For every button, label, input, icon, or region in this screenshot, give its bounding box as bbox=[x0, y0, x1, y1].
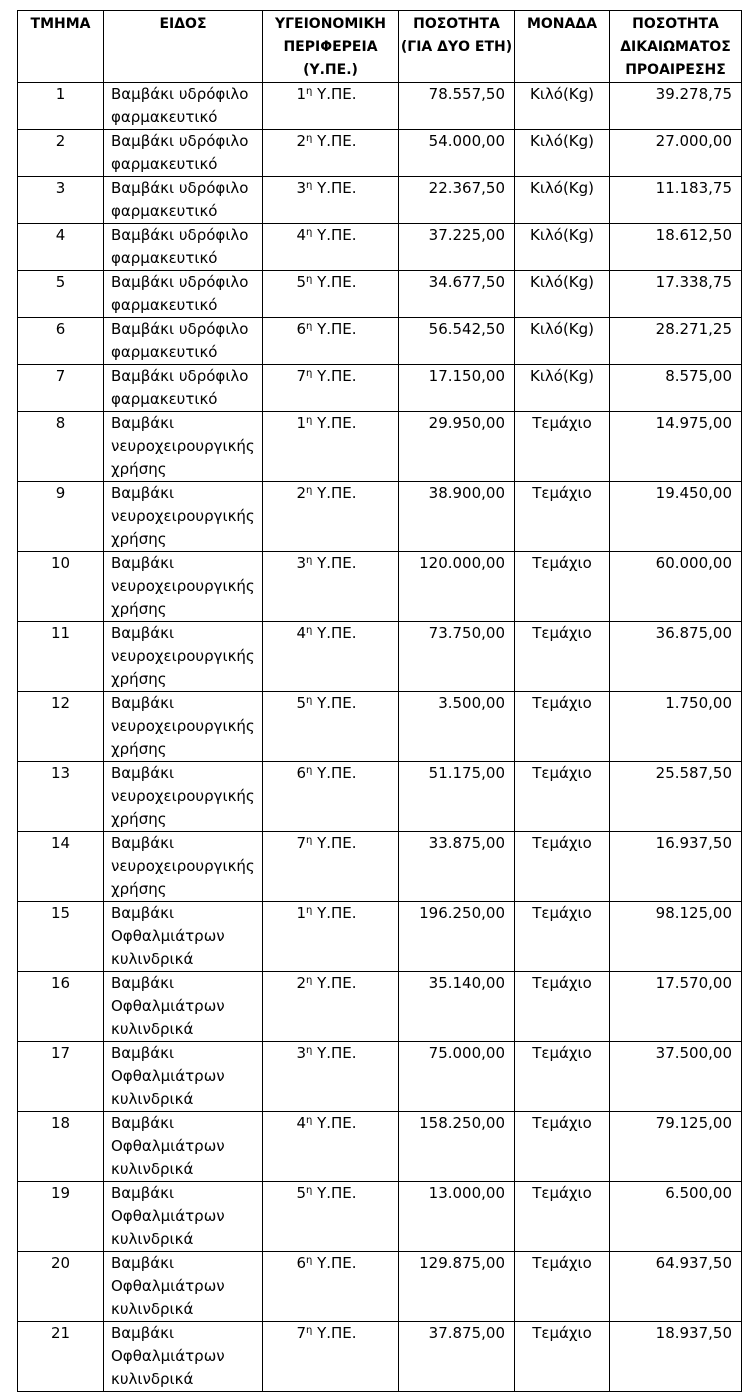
unit: Τεμάχιο bbox=[515, 1112, 610, 1182]
table-row bbox=[18, 972, 742, 1042]
table-row bbox=[18, 1252, 742, 1322]
region-ordinal: η bbox=[305, 274, 313, 285]
health-region bbox=[263, 271, 399, 318]
unit: Κιλό(Kg) bbox=[515, 83, 610, 130]
item-description: Βαμβάκι Οφθαλμιάτρων κυλινδρικά bbox=[104, 972, 263, 1042]
table-row bbox=[18, 365, 742, 412]
region-ordinal: η bbox=[305, 321, 313, 332]
option-quantity: 8.575,00 bbox=[610, 365, 742, 412]
region-number: 2 bbox=[296, 974, 306, 992]
region-number: 4 bbox=[296, 1114, 306, 1132]
health-region-text bbox=[296, 484, 356, 502]
health-region-text bbox=[296, 367, 356, 385]
unit: Κιλό(Kg) bbox=[515, 224, 610, 271]
table-row bbox=[18, 1112, 742, 1182]
table-row bbox=[18, 224, 742, 271]
health-region bbox=[263, 482, 399, 552]
table-row bbox=[18, 902, 742, 972]
option-quantity: 6.500,00 bbox=[610, 1182, 742, 1252]
region-suffix: Υ.ΠΕ. bbox=[312, 1254, 357, 1272]
unit: Κιλό(Kg) bbox=[515, 271, 610, 318]
region-number: 6 bbox=[296, 320, 306, 338]
health-region bbox=[263, 1042, 399, 1112]
health-region-text bbox=[296, 320, 356, 338]
quantity-two-years: 78.557,50 bbox=[399, 83, 515, 130]
health-region-text bbox=[296, 554, 356, 572]
region-ordinal: η bbox=[305, 625, 313, 636]
region-number: 4 bbox=[296, 226, 306, 244]
unit: Κιλό(Kg) bbox=[515, 177, 610, 224]
option-quantity: 64.937,50 bbox=[610, 1252, 742, 1322]
item-description: Βαμβάκι νευροχειρουργικής χρήσης bbox=[104, 762, 263, 832]
region-ordinal: η bbox=[305, 368, 313, 379]
region-suffix: Υ.ΠΕ. bbox=[312, 320, 357, 338]
lot-number: 5 bbox=[18, 271, 104, 318]
health-region-text bbox=[296, 273, 356, 291]
region-number: 6 bbox=[296, 1254, 306, 1272]
item-description: Βαμβάκι υδρόφιλο φαρμακευτικό bbox=[104, 224, 263, 271]
option-quantity: 14.975,00 bbox=[610, 412, 742, 482]
item-description: Βαμβάκι Οφθαλμιάτρων κυλινδρικά bbox=[104, 1322, 263, 1392]
quantity-two-years: 3.500,00 bbox=[399, 692, 515, 762]
header-lot: ΤΜΗΜΑ bbox=[18, 11, 104, 83]
region-number: 2 bbox=[296, 484, 306, 502]
option-quantity: 39.278,75 bbox=[610, 83, 742, 130]
unit: Τεμάχιο bbox=[515, 482, 610, 552]
region-ordinal: η bbox=[305, 1045, 313, 1056]
header-region: ΥΓΕΙΟΝΟΜΙΚΗ ΠΕΡΙΦΕΡΕΙΑ (Υ.ΠΕ.) bbox=[263, 11, 399, 83]
item-description: Βαμβάκι Οφθαλμιάτρων κυλινδρικά bbox=[104, 1112, 263, 1182]
region-suffix: Υ.ΠΕ. bbox=[312, 132, 357, 150]
region-number: 5 bbox=[296, 694, 306, 712]
item-description: Βαμβάκι Οφθαλμιάτρων κυλινδρικά bbox=[104, 1182, 263, 1252]
health-region-text bbox=[296, 1254, 356, 1272]
health-region bbox=[263, 365, 399, 412]
region-number: 1 bbox=[296, 85, 306, 103]
health-region-text bbox=[296, 974, 356, 992]
option-quantity: 1.750,00 bbox=[610, 692, 742, 762]
region-number: 7 bbox=[296, 1324, 306, 1342]
item-description: Βαμβάκι υδρόφιλο φαρμακευτικό bbox=[104, 271, 263, 318]
table-row bbox=[18, 762, 742, 832]
region-number: 3 bbox=[296, 1044, 306, 1062]
health-region-text bbox=[296, 414, 356, 432]
region-number: 4 bbox=[296, 624, 306, 642]
health-region-text bbox=[296, 179, 356, 197]
quantity-two-years: 129.875,00 bbox=[399, 1252, 515, 1322]
region-ordinal: η bbox=[305, 555, 313, 566]
region-number: 7 bbox=[296, 834, 306, 852]
unit: Τεμάχιο bbox=[515, 1042, 610, 1112]
health-region-text bbox=[296, 226, 356, 244]
table-row bbox=[18, 177, 742, 224]
lot-number: 10 bbox=[18, 552, 104, 622]
lot-number: 2 bbox=[18, 130, 104, 177]
table-row bbox=[18, 1322, 742, 1392]
region-suffix: Υ.ΠΕ. bbox=[312, 624, 357, 642]
region-ordinal: η bbox=[305, 975, 313, 986]
region-number: 3 bbox=[296, 179, 306, 197]
item-description: Βαμβάκι υδρόφιλο φαρμακευτικό bbox=[104, 318, 263, 365]
region-number: 7 bbox=[296, 367, 306, 385]
quantity-two-years: 73.750,00 bbox=[399, 622, 515, 692]
region-suffix: Υ.ΠΕ. bbox=[312, 273, 357, 291]
option-quantity: 36.875,00 bbox=[610, 622, 742, 692]
region-ordinal: η bbox=[305, 695, 313, 706]
item-description: Βαμβάκι υδρόφιλο φαρμακευτικό bbox=[104, 177, 263, 224]
item-description: Βαμβάκι νευροχειρουργικής χρήσης bbox=[104, 482, 263, 552]
table-row bbox=[18, 271, 742, 318]
item-description: Βαμβάκι υδρόφιλο φαρμακευτικό bbox=[104, 83, 263, 130]
region-number: 6 bbox=[296, 764, 306, 782]
region-ordinal: η bbox=[305, 180, 313, 191]
lot-number: 19 bbox=[18, 1182, 104, 1252]
health-region bbox=[263, 412, 399, 482]
health-region-text bbox=[296, 132, 356, 150]
health-region-text bbox=[296, 904, 356, 922]
region-ordinal: η bbox=[305, 1115, 313, 1126]
health-region bbox=[263, 177, 399, 224]
health-region-text bbox=[296, 1044, 356, 1062]
health-region bbox=[263, 130, 399, 177]
region-number: 5 bbox=[296, 1184, 306, 1202]
region-number: 3 bbox=[296, 554, 306, 572]
health-region bbox=[263, 1112, 399, 1182]
unit: Τεμάχιο bbox=[515, 1182, 610, 1252]
health-region-text bbox=[296, 834, 356, 852]
health-region bbox=[263, 1252, 399, 1322]
lot-number: 15 bbox=[18, 902, 104, 972]
region-suffix: Υ.ΠΕ. bbox=[312, 694, 357, 712]
quantity-two-years: 33.875,00 bbox=[399, 832, 515, 902]
quantity-two-years: 35.140,00 bbox=[399, 972, 515, 1042]
lot-number: 14 bbox=[18, 832, 104, 902]
table-row bbox=[18, 83, 742, 130]
unit: Τεμάχιο bbox=[515, 692, 610, 762]
region-suffix: Υ.ΠΕ. bbox=[312, 1324, 357, 1342]
table-row bbox=[18, 318, 742, 365]
unit: Κιλό(Kg) bbox=[515, 365, 610, 412]
option-quantity: 79.125,00 bbox=[610, 1112, 742, 1182]
region-ordinal: η bbox=[305, 227, 313, 238]
quantity-two-years: 37.225,00 bbox=[399, 224, 515, 271]
health-region bbox=[263, 762, 399, 832]
table-row bbox=[18, 130, 742, 177]
region-ordinal: η bbox=[305, 765, 313, 776]
health-region-text bbox=[296, 764, 356, 782]
quantity-two-years: 29.950,00 bbox=[399, 412, 515, 482]
unit: Τεμάχιο bbox=[515, 412, 610, 482]
quantity-two-years: 75.000,00 bbox=[399, 1042, 515, 1112]
region-suffix: Υ.ΠΕ. bbox=[312, 1184, 357, 1202]
option-quantity: 18.612,50 bbox=[610, 224, 742, 271]
quantity-two-years: 158.250,00 bbox=[399, 1112, 515, 1182]
table-row bbox=[18, 1182, 742, 1252]
unit: Κιλό(Kg) bbox=[515, 318, 610, 365]
option-quantity: 11.183,75 bbox=[610, 177, 742, 224]
region-ordinal: η bbox=[305, 86, 313, 97]
item-description: Βαμβάκι Οφθαλμιάτρων κυλινδρικά bbox=[104, 1252, 263, 1322]
lot-number: 11 bbox=[18, 622, 104, 692]
quantity-two-years: 51.175,00 bbox=[399, 762, 515, 832]
lot-number: 17 bbox=[18, 1042, 104, 1112]
quantity-two-years: 13.000,00 bbox=[399, 1182, 515, 1252]
header-option-quantity: ΠΟΣΟΤΗΤΑ ΔΙΚΑΙΩΜΑΤΟΣ ΠΡΟΑΙΡΕΣΗΣ bbox=[610, 11, 742, 83]
unit: Τεμάχιο bbox=[515, 972, 610, 1042]
region-number: 1 bbox=[296, 414, 306, 432]
item-description: Βαμβάκι νευροχειρουργικής χρήσης bbox=[104, 622, 263, 692]
region-ordinal: η bbox=[305, 905, 313, 916]
table-row bbox=[18, 622, 742, 692]
option-quantity: 19.450,00 bbox=[610, 482, 742, 552]
region-ordinal: η bbox=[305, 415, 313, 426]
health-region-text bbox=[296, 1184, 356, 1202]
header-item: ΕΙΔΟΣ bbox=[104, 11, 263, 83]
health-region bbox=[263, 318, 399, 365]
region-suffix: Υ.ΠΕ. bbox=[312, 367, 357, 385]
quantity-two-years: 38.900,00 bbox=[399, 482, 515, 552]
unit: Κιλό(Kg) bbox=[515, 130, 610, 177]
region-suffix: Υ.ΠΕ. bbox=[312, 974, 357, 992]
option-quantity: 25.587,50 bbox=[610, 762, 742, 832]
item-description: Βαμβάκι υδρόφιλο φαρμακευτικό bbox=[104, 130, 263, 177]
quantity-two-years: 56.542,50 bbox=[399, 318, 515, 365]
region-number: 5 bbox=[296, 273, 306, 291]
region-suffix: Υ.ΠΕ. bbox=[312, 764, 357, 782]
item-description: Βαμβάκι νευροχειρουργικής χρήσης bbox=[104, 552, 263, 622]
lot-number: 12 bbox=[18, 692, 104, 762]
unit: Τεμάχιο bbox=[515, 1252, 610, 1322]
lot-number: 20 bbox=[18, 1252, 104, 1322]
health-region bbox=[263, 224, 399, 271]
lot-number: 8 bbox=[18, 412, 104, 482]
unit: Τεμάχιο bbox=[515, 622, 610, 692]
quantity-two-years: 196.250,00 bbox=[399, 902, 515, 972]
item-description: Βαμβάκι νευροχειρουργικής χρήσης bbox=[104, 832, 263, 902]
region-ordinal: η bbox=[305, 835, 313, 846]
quantity-two-years: 120.000,00 bbox=[399, 552, 515, 622]
unit: Τεμάχιο bbox=[515, 832, 610, 902]
table-row bbox=[18, 1042, 742, 1112]
region-ordinal: η bbox=[305, 1255, 313, 1266]
table-row bbox=[18, 692, 742, 762]
option-quantity: 60.000,00 bbox=[610, 552, 742, 622]
unit: Τεμάχιο bbox=[515, 762, 610, 832]
lot-number: 3 bbox=[18, 177, 104, 224]
option-quantity: 37.500,00 bbox=[610, 1042, 742, 1112]
quantity-two-years: 34.677,50 bbox=[399, 271, 515, 318]
option-quantity: 98.125,00 bbox=[610, 902, 742, 972]
health-region bbox=[263, 83, 399, 130]
lot-number: 4 bbox=[18, 224, 104, 271]
item-description: Βαμβάκι νευροχειρουργικής χρήσης bbox=[104, 412, 263, 482]
option-quantity: 17.570,00 bbox=[610, 972, 742, 1042]
region-suffix: Υ.ΠΕ. bbox=[312, 484, 357, 502]
unit: Τεμάχιο bbox=[515, 552, 610, 622]
lot-number: 21 bbox=[18, 1322, 104, 1392]
region-number: 1 bbox=[296, 904, 306, 922]
lot-number: 16 bbox=[18, 972, 104, 1042]
region-number: 2 bbox=[296, 132, 306, 150]
region-ordinal: η bbox=[305, 485, 313, 496]
quantity-two-years: 22.367,50 bbox=[399, 177, 515, 224]
quantity-two-years: 17.150,00 bbox=[399, 365, 515, 412]
unit: Τεμάχιο bbox=[515, 1322, 610, 1392]
lot-number: 13 bbox=[18, 762, 104, 832]
option-quantity: 28.271,25 bbox=[610, 318, 742, 365]
lot-number: 1 bbox=[18, 83, 104, 130]
table-row bbox=[18, 412, 742, 482]
option-quantity: 27.000,00 bbox=[610, 130, 742, 177]
health-region-text bbox=[296, 624, 356, 642]
health-region bbox=[263, 972, 399, 1042]
item-description: Βαμβάκι υδρόφιλο φαρμακευτικό bbox=[104, 365, 263, 412]
health-region bbox=[263, 552, 399, 622]
region-ordinal: η bbox=[305, 133, 313, 144]
region-suffix: Υ.ΠΕ. bbox=[312, 1114, 357, 1132]
option-quantity: 16.937,50 bbox=[610, 832, 742, 902]
table-row bbox=[18, 552, 742, 622]
region-suffix: Υ.ΠΕ. bbox=[312, 179, 357, 197]
table-header-row bbox=[18, 11, 742, 83]
header-quantity: ΠΟΣΟΤΗΤΑ (ΓΙΑ ΔΥΟ ΕΤΗ) bbox=[399, 11, 515, 83]
lot-number: 6 bbox=[18, 318, 104, 365]
option-quantity: 18.937,50 bbox=[610, 1322, 742, 1392]
region-suffix: Υ.ΠΕ. bbox=[312, 85, 357, 103]
lot-number: 9 bbox=[18, 482, 104, 552]
item-description: Βαμβάκι νευροχειρουργικής χρήσης bbox=[104, 692, 263, 762]
health-region-text bbox=[296, 1114, 356, 1132]
health-region-text bbox=[296, 85, 356, 103]
health-region bbox=[263, 832, 399, 902]
lot-number: 18 bbox=[18, 1112, 104, 1182]
health-region bbox=[263, 902, 399, 972]
region-suffix: Υ.ΠΕ. bbox=[312, 414, 357, 432]
item-description: Βαμβάκι Οφθαλμιάτρων κυλινδρικά bbox=[104, 1042, 263, 1112]
quantity-two-years: 37.875,00 bbox=[399, 1322, 515, 1392]
region-ordinal: η bbox=[305, 1185, 313, 1196]
region-suffix: Υ.ΠΕ. bbox=[312, 1044, 357, 1062]
health-region bbox=[263, 692, 399, 762]
health-region bbox=[263, 1322, 399, 1392]
health-region-text bbox=[296, 694, 356, 712]
header-unit: ΜΟΝΑΔΑ bbox=[515, 11, 610, 83]
health-region-text bbox=[296, 1324, 356, 1342]
region-suffix: Υ.ΠΕ. bbox=[312, 554, 357, 572]
table-row bbox=[18, 832, 742, 902]
region-suffix: Υ.ΠΕ. bbox=[312, 226, 357, 244]
quantity-two-years: 54.000,00 bbox=[399, 130, 515, 177]
option-quantity: 17.338,75 bbox=[610, 271, 742, 318]
table-row bbox=[18, 482, 742, 552]
region-suffix: Υ.ΠΕ. bbox=[312, 904, 357, 922]
region-ordinal: η bbox=[305, 1325, 313, 1336]
region-suffix: Υ.ΠΕ. bbox=[312, 834, 357, 852]
health-region bbox=[263, 1182, 399, 1252]
health-region bbox=[263, 622, 399, 692]
item-description: Βαμβάκι Οφθαλμιάτρων κυλινδρικά bbox=[104, 902, 263, 972]
lot-number: 7 bbox=[18, 365, 104, 412]
unit: Τεμάχιο bbox=[515, 902, 610, 972]
tender-lots-table bbox=[17, 10, 742, 1392]
